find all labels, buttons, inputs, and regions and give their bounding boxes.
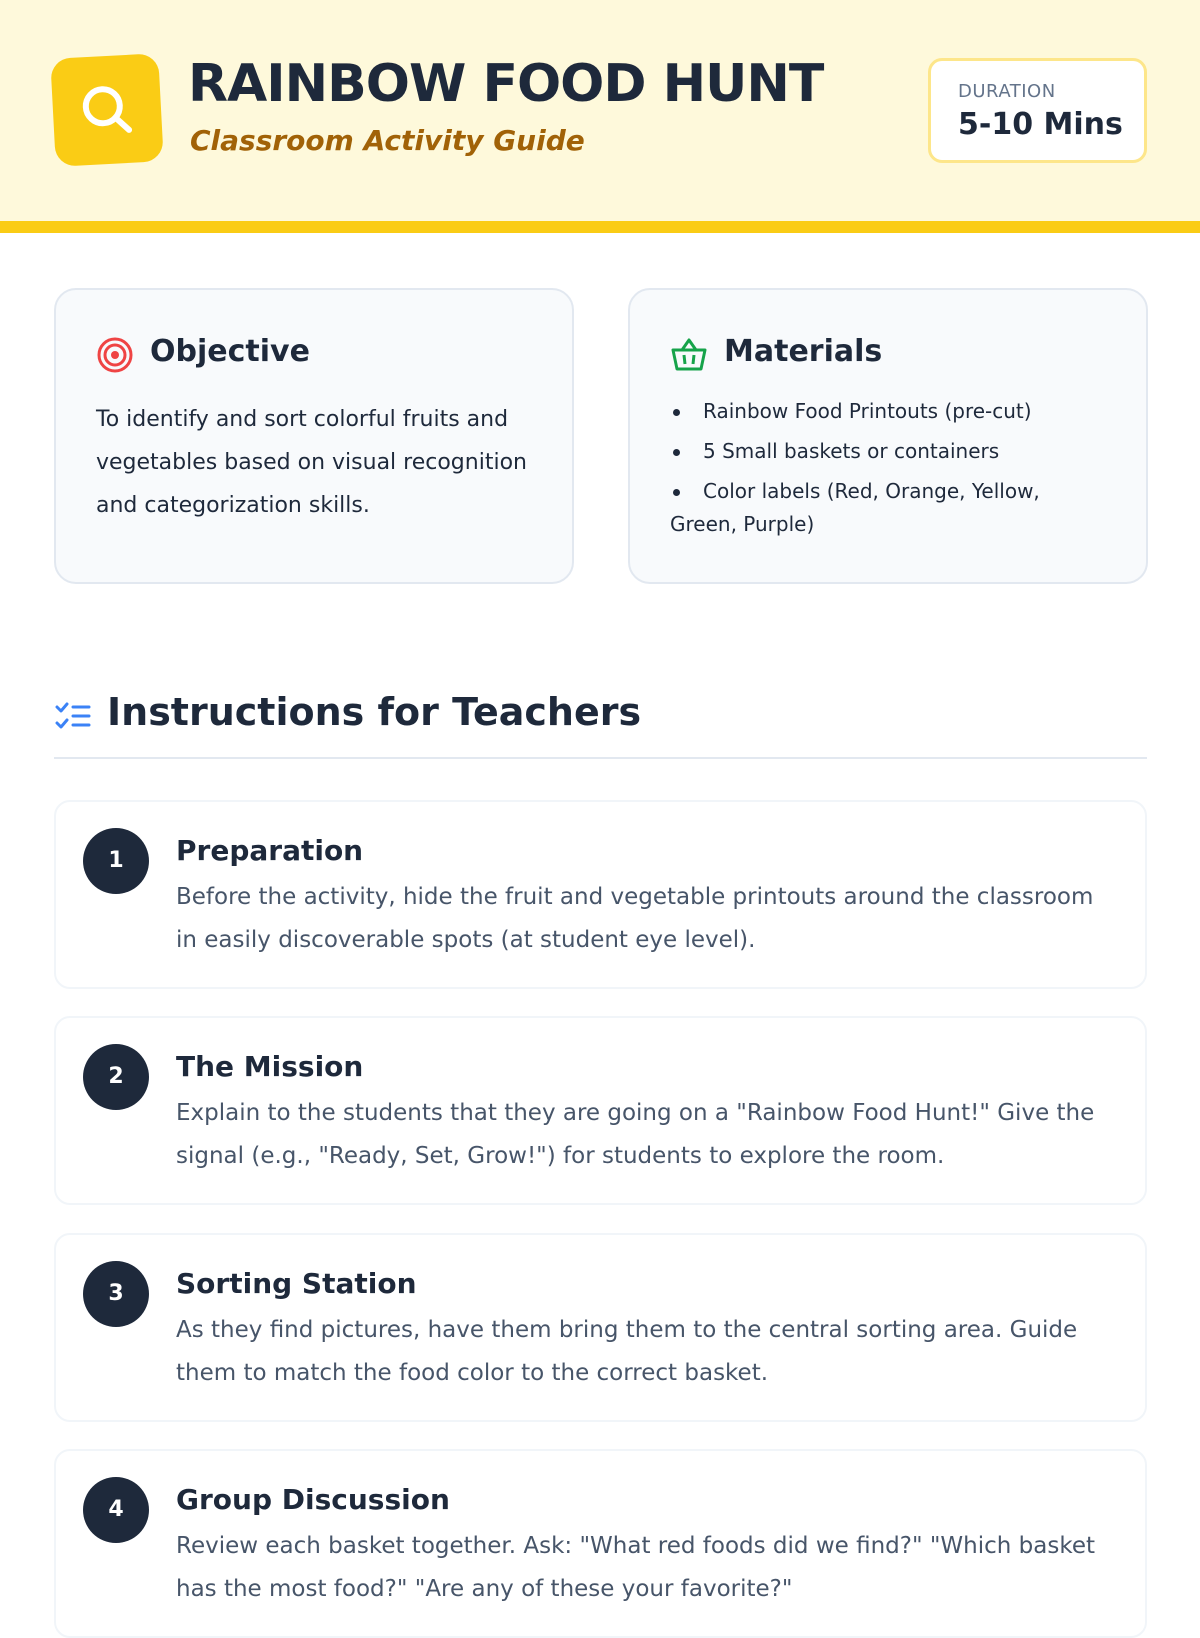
list-item: Rainbow Food Printouts (pre-cut) <box>670 395 1110 428</box>
materials-list <box>670 395 1110 548</box>
step-number: 4 <box>83 1477 149 1543</box>
basket-icon <box>670 336 708 374</box>
objective-title: Objective <box>150 334 310 369</box>
checklist-icon <box>55 700 91 734</box>
materials-card <box>628 288 1148 584</box>
step-description: Explain to the students that they are going on a "Rainbow Food Hunt!" Give the signal (e.g., "Ready, Set, Grow!") for students to explore the room. <box>176 1100 1095 1169</box>
header <box>0 0 1200 221</box>
step-title: Group Discussion <box>176 1483 450 1516</box>
instruction-step <box>54 1449 1147 1638</box>
duration-badge <box>928 58 1147 163</box>
step-description: Review each basket together. Ask: "What red foods did we find?" "Which basket has the most food?" "Are any of these your favorite?" <box>176 1533 1096 1602</box>
page-subtitle: Classroom Activity Guide <box>190 124 585 157</box>
instruction-step <box>54 800 1147 989</box>
step-title: Sorting Station <box>176 1267 417 1300</box>
instructions-title: Instructions for Teachers <box>107 690 642 734</box>
duration-label: DURATION <box>958 81 1056 102</box>
step-number: 3 <box>83 1261 149 1327</box>
page-title: RAINBOW FOOD HUNT <box>188 54 824 114</box>
step-description: Before the activity, hide the fruit and vegetable printouts around the classroom in easily discoverable spots (at student eye level). <box>176 884 1094 953</box>
step-number: 2 <box>83 1044 149 1110</box>
step-number: 1 <box>83 828 149 894</box>
duration-value: 5-10 Mins <box>958 107 1123 142</box>
divider <box>54 757 1147 759</box>
target-icon <box>96 336 134 374</box>
search-icon <box>77 80 138 141</box>
instruction-step <box>54 1016 1147 1205</box>
instruction-step <box>54 1233 1147 1422</box>
step-title: The Mission <box>176 1050 364 1083</box>
materials-title: Materials <box>724 334 883 369</box>
list-item: Color labels (Red, Orange, Yellow, Green, Purple) <box>670 475 1110 541</box>
objective-text: To identify and sort colorful fruits and vegetables based on visual recognition and categorization skills. <box>96 407 527 518</box>
list-item: 5 Small baskets or containers <box>670 435 1110 468</box>
step-description: As they find pictures, have them bring them to the central sorting area. Guide them to match the food color to the correct basket. <box>176 1317 1078 1386</box>
logo <box>50 53 164 167</box>
objective-card <box>54 288 574 584</box>
step-title: Preparation <box>176 834 364 867</box>
header-accent-bar <box>0 221 1200 233</box>
